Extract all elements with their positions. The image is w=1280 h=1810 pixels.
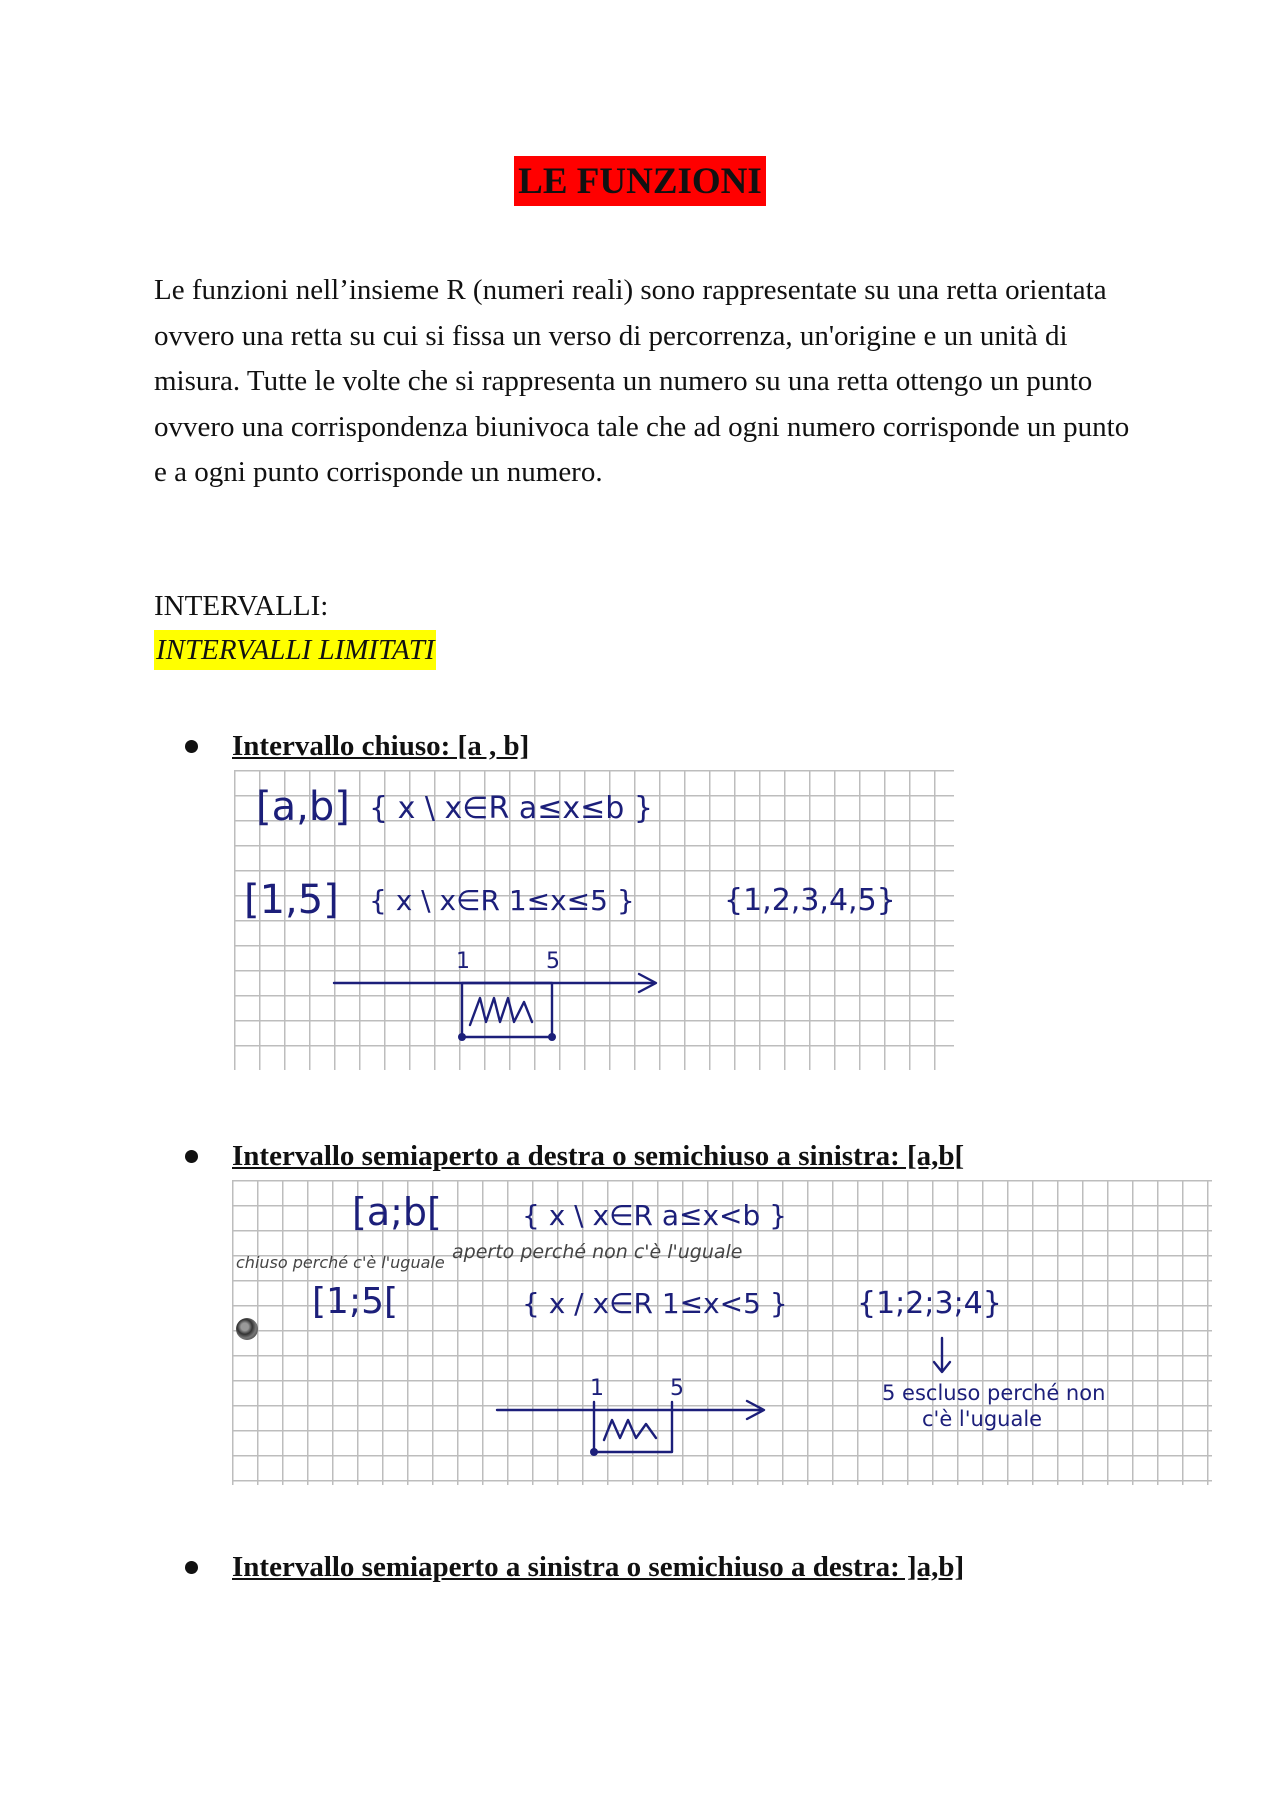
note1-line2-left: [1,5]	[244, 877, 339, 923]
note2-side-note: chiuso perché c'è l'uguale	[236, 1253, 445, 1272]
bullet-label: Intervallo semiaperto a destra o semichiuso a sinistra: [a,b[	[232, 1140, 965, 1172]
note1-tick-label-5: 5	[546, 949, 560, 974]
bullet-dot	[185, 740, 198, 753]
bullet-left-open-interval	[190, 1547, 965, 1587]
note1-interval-hatch	[470, 998, 532, 1025]
note2-line2-result: {1;2;3;4}	[857, 1286, 1002, 1321]
subsection-heading: INTERVALLI LIMITATI	[154, 630, 436, 670]
note2-endpoint-1	[590, 1448, 598, 1456]
note2-tick-label-5: 5	[670, 1376, 684, 1401]
handwriting-drawing	[234, 770, 954, 1070]
section-heading: INTERVALLI:	[154, 590, 329, 622]
note2-down-arrow	[934, 1338, 950, 1372]
bullet-dot	[185, 1150, 198, 1163]
note2-interval-hatch	[604, 1420, 656, 1440]
binder-hole-icon	[236, 1318, 258, 1340]
intro-paragraph: Le funzioni nell’insieme R (numeri reali) sono rappresentate su una retta orientata ovvero una retta su cui si fissa un verso di percorrenza, un'origine e un unità di misura. Tutte le volte che si rappresenta un numero su una retta ottengo un punto ovvero una corrispondenza biunivoca tale che ad ogni numero corrisponde un punto e a ogni punto corrisponde un numero.	[154, 274, 1130, 488]
note2-tick-label-1: 1	[590, 1376, 604, 1401]
note2-exclusion-note-b: c'è l'uguale	[922, 1407, 1043, 1431]
note2-line2-set: { x / x∈R 1≤x<5 }	[522, 1287, 788, 1320]
handwritten-note-right-open-interval	[232, 1180, 1212, 1485]
note2-line1-left: [a;b[	[352, 1190, 442, 1234]
bullet-label: Intervallo chiuso: [a , b]	[232, 730, 530, 762]
subsection-container	[154, 630, 436, 670]
note1-line2-result: {1,2,3,4,5}	[724, 883, 896, 918]
note1-endpoint-5	[548, 1033, 556, 1041]
bullet-closed-interval	[190, 726, 530, 766]
title-container	[0, 156, 1280, 206]
note1-line1-left: [a,b]	[256, 784, 350, 830]
bullet-dot	[185, 1561, 198, 1574]
handwriting-drawing	[232, 1180, 1212, 1485]
bullet-right-open-interval	[190, 1136, 965, 1176]
note1-line1-set: { x \ x∈R a≤x≤b }	[369, 791, 653, 826]
note2-line1-set: { x \ x∈R a≤x<b }	[522, 1199, 787, 1232]
handwritten-note-closed-interval	[234, 770, 954, 1070]
page-title: LE FUNZIONI	[514, 156, 766, 206]
note2-line1-note: aperto perché non c'è l'uguale	[452, 1241, 743, 1263]
note2-line2-left: [1;5[	[312, 1281, 399, 1322]
note1-tick-label-1: 1	[456, 949, 470, 974]
note2-exclusion-note-a: 5 escluso perché non	[882, 1381, 1106, 1405]
note1-line2-set: { x \ x∈R 1≤x≤5 }	[369, 884, 635, 917]
bullet-label: Intervallo semiaperto a sinistra o semichiuso a destra: ]a,b]	[232, 1551, 965, 1583]
note1-endpoint-1	[458, 1033, 466, 1041]
